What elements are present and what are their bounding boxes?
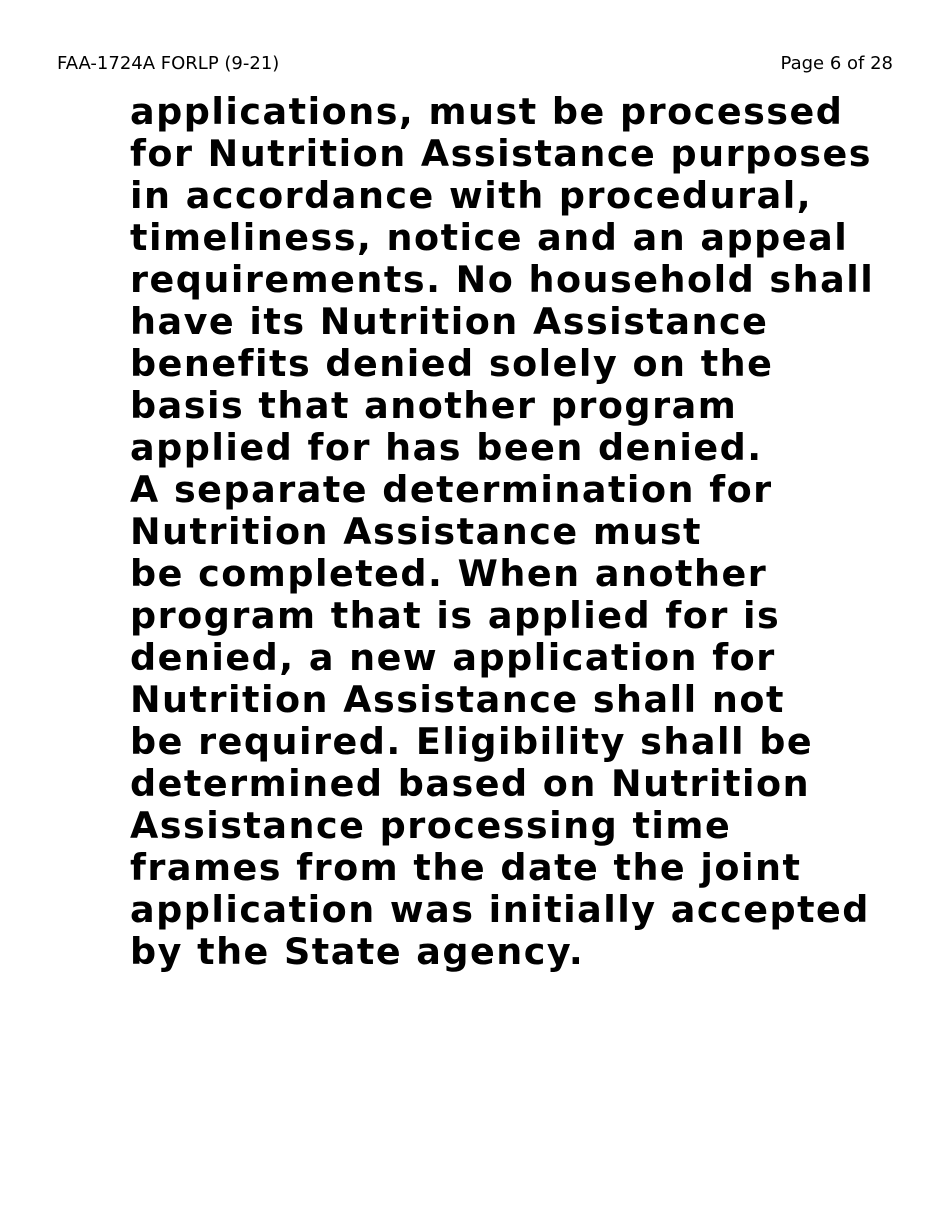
body-text-line: Nutrition Assistance shall not (130, 678, 785, 721)
body-text-line: frames from the date the joint (130, 846, 802, 889)
body-text-line: be completed. When another (130, 552, 768, 595)
body-text-line: Assistance processing time (130, 804, 732, 847)
form-id: FAA-1724A FORLP (9-21) (57, 53, 280, 74)
body-text-line: application was initially accepted (130, 888, 870, 931)
body-text-line: A separate determination for (130, 468, 773, 511)
body-text-line: denied, a new application for (130, 636, 776, 679)
body-text-line: Nutrition Assistance must (130, 510, 703, 553)
body-text-line: in accordance with procedural, (130, 174, 813, 217)
page-number: Page 6 of 28 (780, 53, 893, 74)
body-text-line: for Nutrition Assistance purposes (130, 132, 873, 175)
body-text-line: applications, must be processed (130, 90, 844, 133)
body-text-line: basis that another program (130, 384, 738, 427)
body-text-line: program that is applied for is (130, 594, 781, 637)
body-text-line: by the State agency. (130, 930, 585, 973)
body-paragraph (130, 91, 930, 973)
body-text-line: requirements. No household shall (130, 258, 875, 301)
page-header (57, 52, 893, 76)
body-text-line: be required. Eligibility shall be (130, 720, 814, 763)
body-text-line: timeliness, notice and an appeal (130, 216, 849, 259)
body-text-line: applied for has been denied. (130, 426, 763, 469)
body-text-line: have its Nutrition Assistance (130, 300, 769, 343)
body-text-line: benefits denied solely on the (130, 342, 774, 385)
body-text-line: determined based on Nutrition (130, 762, 811, 805)
